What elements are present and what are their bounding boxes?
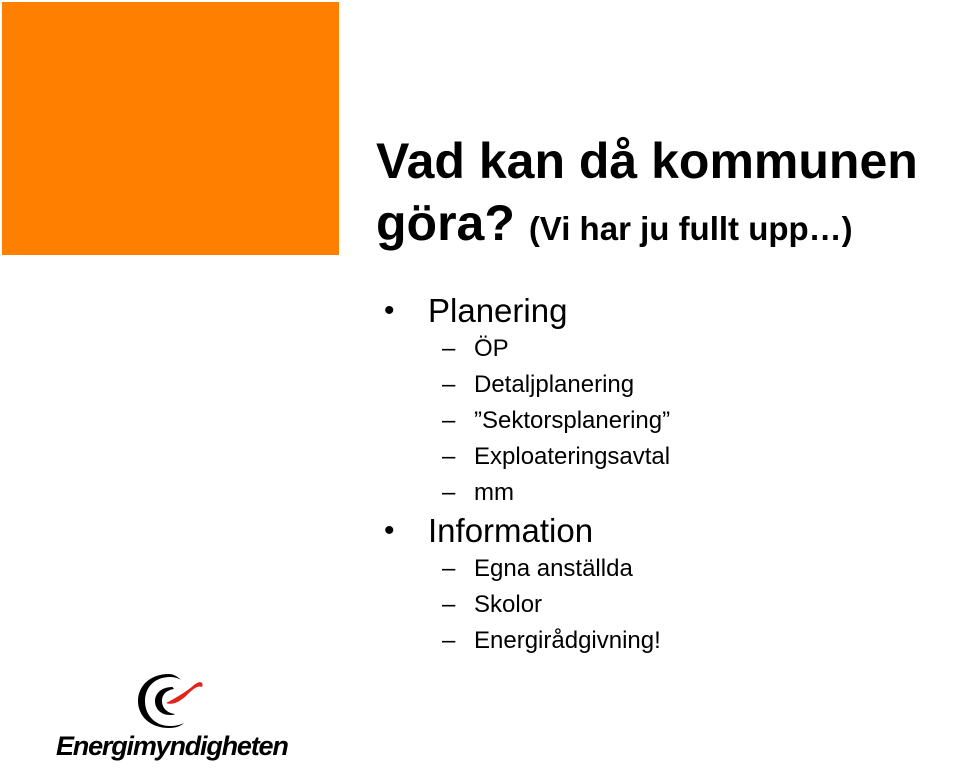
- bullet-planering: • Planering: [384, 291, 944, 331]
- sub-bullet-energiradgivning: – Energirådgivning!: [384, 623, 944, 659]
- title-main: Vad kan då kommunen göra?: [376, 133, 918, 251]
- slide-title: [376, 130, 960, 260]
- logo-swirl-icon: [136, 670, 206, 732]
- bullet-information: • Information: [384, 511, 944, 551]
- energimyndigheten-logo: [56, 670, 286, 768]
- title-subtitle: (Vi har ju fullt upp…): [528, 210, 853, 247]
- sub-bullet-op: – ÖP: [384, 331, 944, 367]
- sub-bullet-egna-anstallda: – Egna anställda: [384, 551, 944, 587]
- orange-accent-block: [2, 2, 339, 255]
- sub-bullet-skolor: – Skolor: [384, 587, 944, 623]
- sub-bullet-exploateringsavtal: – Exploateringsavtal: [384, 439, 944, 475]
- sub-bullet-mm: – mm: [384, 475, 944, 511]
- logo-wordmark: Energimyndigheten: [56, 731, 288, 761]
- bullet-outline: [384, 291, 944, 659]
- sub-bullet-detaljplanering: – Detaljplanering: [384, 367, 944, 403]
- sub-bullet-sektorsplanering: – ”Sektorsplanering”: [384, 403, 944, 439]
